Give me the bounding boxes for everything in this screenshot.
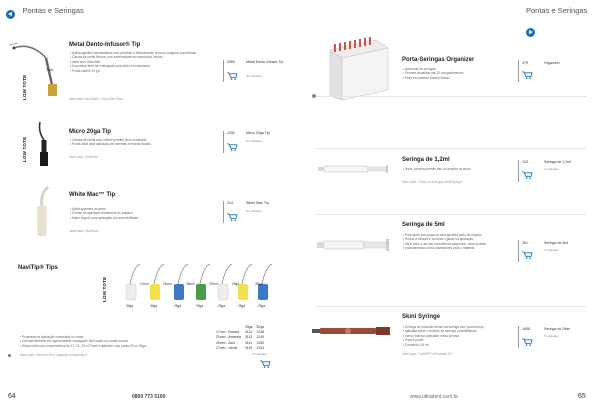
left-page-number: 64	[8, 393, 16, 400]
syringe-5ml-image	[314, 236, 396, 254]
product-code: 2569	[227, 60, 235, 64]
cart-icon[interactable]	[522, 71, 533, 79]
table-header: 30ga	[256, 325, 264, 329]
brand-stamp: LOW TOTE	[22, 74, 27, 100]
product-title: Seringa de 1,2ml	[402, 157, 450, 163]
product-code-sub: 20 unidades	[246, 209, 263, 213]
cart-icon[interactable]	[227, 213, 238, 221]
product-code-sub: 5 unidades	[544, 334, 559, 338]
website-url[interactable]: www.ultradent.com.br	[410, 394, 459, 400]
gauge-bottom: 29ga	[238, 304, 246, 308]
gauge-label: 21mm	[163, 282, 172, 286]
product-code-desc: Metal Dento-Infusor Tip	[246, 60, 284, 64]
product-code-sub: 4 unidades	[544, 248, 559, 252]
gauge-label: 27mm	[209, 282, 218, 286]
product-bullets: • Aplica agentes hemostáticos com precisão e efetivamente remove coágulos superficiais • Cánula de metal flexível com extremidade em escova de cerdas • Ideal com ViscoStat • A ponteira deve ser esfregada para obter a hemostasia • Ponta calibre 19 ga	[70, 51, 200, 73]
gauge-bottom: 29ga	[196, 304, 204, 308]
product-code-desc: Seringa de 1,2ml	[544, 160, 572, 164]
product-note: Ideal para: UltraEtch	[69, 155, 99, 159]
cart-icon[interactable]	[522, 171, 533, 179]
product-code: 1252	[227, 131, 235, 135]
navitip-table-sub: 5 unidades	[252, 352, 267, 356]
gauge-label: 29ga	[232, 282, 240, 286]
product-note: Ideal para: TrialMFP e Permaflo DC	[402, 352, 453, 356]
table-row: 27mm - Verde 3115 1254	[216, 345, 264, 350]
table-row: 21mm - Amarela 3113 1249	[216, 335, 264, 340]
product-title: Porta-Seringas Organizer	[402, 57, 475, 63]
table-header: 29ga	[244, 325, 253, 329]
product-bullets: • Cánula de metal com orifício permite fluxo constante • Ponta ideal para aplicação de ionemas e resinas fluidas	[70, 138, 200, 147]
product-code: 361	[522, 241, 528, 245]
table-row: 25mm - Azul 3114 1250	[216, 340, 264, 345]
product-note: Ideal para: Todos os seringas MultiSyringe	[402, 180, 463, 184]
right-header-title: Pontas e Seringas	[526, 6, 588, 15]
gauge-bottom: 30ga	[150, 304, 158, 308]
cart-icon[interactable]	[522, 338, 533, 346]
left-header	[6, 6, 84, 24]
product-code-desc: Micro 20ga Tip	[246, 131, 270, 135]
metal-dento-infusor-image	[6, 40, 66, 100]
product-code-desc: White Mac Tip	[246, 201, 269, 205]
product-code-desc: Organizer	[544, 61, 560, 65]
product-code-sub: 4 unidades	[544, 167, 559, 171]
phone-number: 0800 773 5100	[132, 394, 166, 400]
brand-stamp-3: LOW TOTE	[102, 276, 107, 302]
cart-icon[interactable]	[522, 251, 533, 259]
navitip-note: Ideal para: UltraCal XS e irrigação endodôntica	[20, 353, 87, 357]
product-code: 379	[522, 61, 528, 65]
product-note: Ideal para ViscoStat e ViscoStat Clear	[69, 97, 123, 101]
white-mac-tip-image	[34, 184, 60, 240]
brand-stamp-2: LOW TOTE	[22, 136, 27, 162]
product-title: Metal Dento-Infusor® Tip	[69, 42, 141, 48]
gauge-bottom: 29ga	[174, 304, 182, 308]
product-title: Skini Syringe	[402, 314, 441, 320]
right-page-number: 65	[578, 393, 586, 400]
product-bullets: • Acomoda 30 seringas • Permite visualizar até 13 compartimentos • Feito em plástico branco leitoso	[403, 67, 513, 80]
tape-label: Tape	[46, 68, 54, 72]
back-arrow-icon[interactable]	[6, 10, 15, 19]
organizer-image	[322, 36, 392, 102]
product-code: 314	[227, 201, 233, 205]
cart-icon[interactable]	[260, 360, 271, 368]
product-code: 1658	[522, 327, 530, 331]
forward-arrow-icon[interactable]	[526, 28, 535, 37]
product-note: Ideal para: OpalDam	[69, 229, 99, 233]
product-bullets: • Para fazer sua carga na seringa ativa perio do espaço • Reduz a mistura e controla o gasto na aplicação • Ideal para o uso em consultórios pequenos, muito prática • procedimentos como clareadores para o material	[403, 233, 513, 251]
right-header	[526, 6, 600, 42]
product-bullets: • Nova, precisa permite sair ou acoplar os selos	[403, 167, 513, 171]
gauge-label: 25mm	[186, 282, 195, 286]
table-row: 17mm - Branca 3112 1248	[216, 330, 264, 335]
gauge-bottom: 29ga	[218, 304, 226, 308]
gauge-bottom: 29ga	[258, 304, 266, 308]
navitip-bullets: • Projetada na aplicação controlada no canal • Cánulas flexíveis em aga maleable navegação fácil sobre os canais curvos • Disponíveis nas comprimentos de 17, 21, 25 e 27mm e diâmetro com ponta 29 ou 30ga	[20, 335, 200, 348]
product-code-desc: Seringa de 5ml	[544, 241, 569, 245]
product-bullets: • Seringa de precisão dentro da seringa com pouca força • aplicada sobre o êmbolo da seringa, possibilitando • menor esforço aplicador mesa precisa • Para a ponta • Conteúdo 0,5 ml	[403, 325, 513, 347]
product-title: Micro 20ga Tip	[69, 129, 111, 135]
cart-icon[interactable]	[227, 72, 238, 80]
cart-icon[interactable]	[227, 143, 238, 151]
gauge-label: 30ga	[255, 282, 263, 286]
gauge-label: 17mm	[140, 282, 149, 286]
navitip-table	[214, 325, 266, 351]
micro-tip-image	[34, 118, 58, 170]
skini-syringe-image	[308, 322, 398, 340]
syringe-1-2ml-image	[314, 162, 394, 176]
product-title: White Mac™ Tip	[69, 192, 116, 198]
product-code: 124	[522, 160, 528, 164]
product-code-sub: 20 unidades	[246, 74, 263, 78]
product-title: Seringa de 5ml	[402, 222, 445, 228]
gauge-bottom: 30ga	[126, 304, 134, 308]
product-bullets: • Aplica grandes volumes • Pontas de aplicação totalmente de plástico • Maior ângulo para aplicação em área facilitada	[70, 207, 200, 220]
product-code-desc: Seringa do Skini	[544, 327, 571, 331]
left-header-title: Pontas e Seringas	[22, 6, 84, 15]
navitip-title: NaviTip® Tips	[18, 265, 58, 271]
product-code-sub: 20 unidades	[246, 139, 263, 143]
